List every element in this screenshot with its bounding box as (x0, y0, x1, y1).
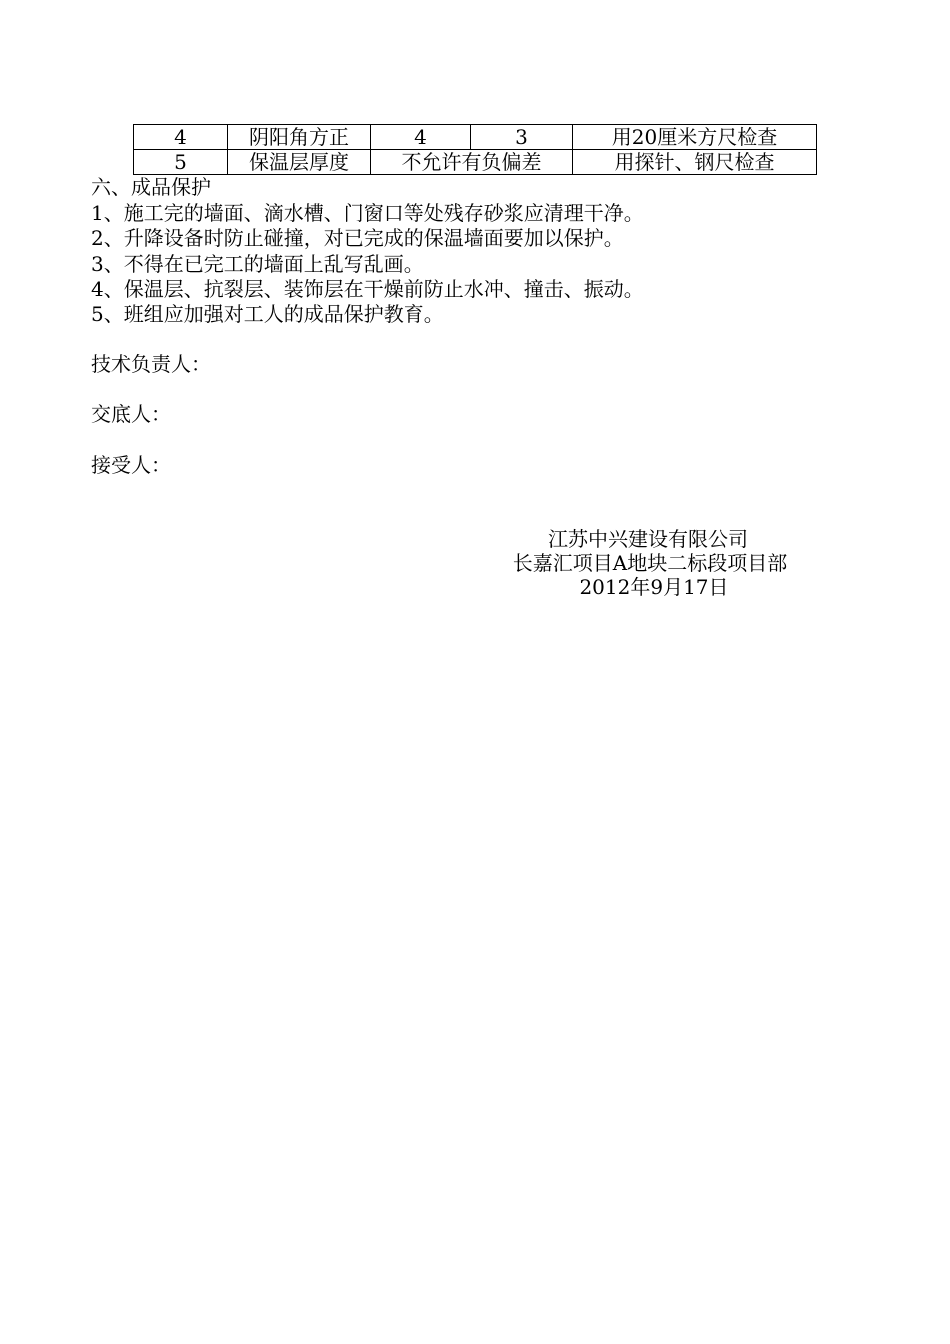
inspection-table (133, 124, 817, 175)
briefer-signature-label: 交底人： (91, 402, 171, 426)
department-name: 长嘉汇项目A地块二标段项目部 (512, 551, 788, 575)
table-cell: 不允许有负偏差 (371, 150, 573, 175)
list-item: 3、不得在已完工的墙面上乱写乱画。 (91, 252, 424, 276)
document-date: 2012年9月17日 (579, 575, 729, 599)
table-cell: 4 (134, 125, 228, 150)
table-cell: 5 (134, 150, 228, 175)
company-name: 江苏中兴建设有限公司 (548, 527, 748, 551)
list-item: 5、班组应加强对工人的成品保护教育。 (91, 302, 444, 326)
table-row (134, 150, 817, 175)
list-item: 1、施工完的墙面、滴水槽、门窗口等处残存砂浆应清理干净。 (91, 201, 644, 225)
table-cell: 3 (471, 125, 573, 150)
table-cell: 用20厘米方尺检查 (573, 125, 817, 150)
table-cell: 用探针、钢尺检查 (573, 150, 817, 175)
tech-lead-signature-label: 技术负责人： (91, 352, 211, 376)
section-heading: 六、成品保护 (91, 175, 211, 199)
list-item: 4、保温层、抗裂层、装饰层在干燥前防止水冲、撞击、振动。 (91, 277, 644, 301)
table-row (134, 125, 817, 150)
list-item: 2、升降设备时防止碰撞，对已完成的保温墙面要加以保护。 (91, 226, 624, 250)
receiver-signature-label: 接受人： (91, 453, 171, 477)
table-cell: 阴阳角方正 (228, 125, 371, 150)
table-cell: 保温层厚度 (228, 150, 371, 175)
table-cell: 4 (371, 125, 471, 150)
